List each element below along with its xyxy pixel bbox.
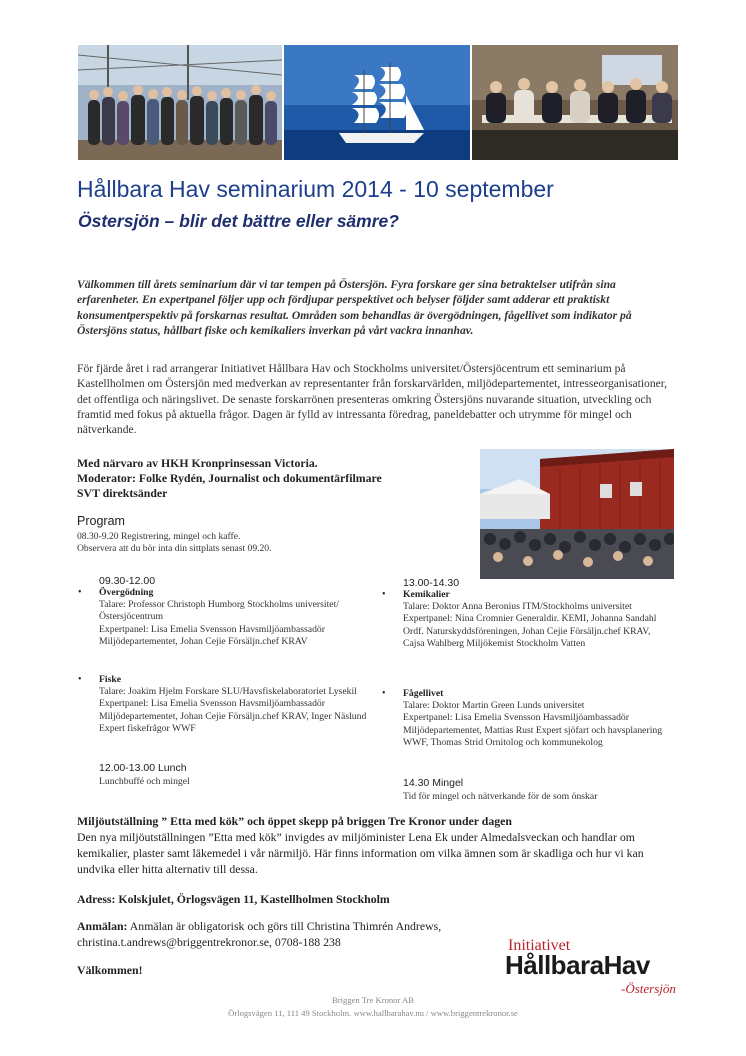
logo-initiativet: Initiativet (508, 937, 571, 954)
footer-address: Örlogsvägen 11, 111 49 Stockholm. www.hallbarahav.nu / www.briggentrekronor.se (228, 1008, 518, 1018)
address: Adress: Kolskjulet, Örlogsvägen 11, Kastellholmen Stockholm (77, 892, 390, 906)
session-title: Kemikalier (403, 589, 450, 600)
session-title: Fågellivet (403, 688, 444, 699)
guest-line: Med närvaro av HKH Kronprinsessan Victoria. (77, 456, 318, 470)
session-title: Fiske (99, 674, 122, 685)
lunch-time: 12.00-13.00 Lunch (99, 762, 187, 774)
registration-text: Anmälan är obligatorisk och görs till Christina Thimrén Andrews, (127, 919, 442, 933)
guests-block (77, 456, 477, 501)
registration-time: 08.30-9.20 Registrering, mingel och kaffe. (77, 531, 241, 542)
session-panel: Expertpanel: Nina Cromnier Generaldir. KEMI, Johanna Sandahl Ordf. Naturskyddsföreningen, Johan Cejie Försäljn.chef KRAV, Cajsa Wahlberg Miljökemist Stockholm Vatten (403, 613, 657, 649)
welcome-text: Välkommen! (77, 963, 143, 977)
registration-contact[interactable]: christina.t.andrews@briggentrekronor.se, 0708-188 238 (77, 934, 341, 949)
tall-ship-photo (284, 45, 470, 160)
session-panel: Expertpanel: Lisa Emelia Svensson Havsmiljöambassadör Miljödepartementet, Johan Cejie Försäljn.chef KRAV (99, 623, 325, 647)
bullet-icon: • (78, 587, 82, 598)
footer-org: Briggen Tre Kronor AB (332, 995, 414, 1005)
bullet-icon: • (382, 589, 386, 600)
session-speaker: Talare: Doktor Anna Beronius ITM/Stockholms universitet (403, 601, 632, 613)
session-time: 13.00-14.30 (403, 577, 460, 589)
session-title: Övergödning (99, 587, 154, 598)
venue-photo (480, 449, 674, 579)
seating-note: Observera att du bör inta din sittplats senast 09.20. (77, 543, 272, 554)
page-subtitle: Östersjön – blir det bättre eller sämre? (78, 211, 399, 231)
session-panel: Expertpanel: Lisa Emelia Svensson Havsmiljöambassadör Miljödepartementet, Johan Cejie Försäljn.chef KRAV, Inger Näslund Expert fiskefrågor WWF (99, 698, 367, 734)
session-fagellivet (403, 688, 673, 749)
program-heading: Program (77, 514, 125, 528)
intro-paragraph: Välkommen till årets seminarium där vi tar tempen på Östersjön. Fyra forskare ger sina betraktelser utifrån sina erfarenheter. En expertpanel följer upp och fördjupar perspektivet och belyser följder samt adderar ett praktiskt konsumentperspektiv på forskarnas resultat. Områden som behandlas är övergödningen, fågellivet som indikator på Östersjöns status, hållbart fiske och kemikaliers inverkan på vårt vackra innanhav. (77, 278, 632, 337)
session-kemikalier (403, 589, 673, 650)
session-time: 09.30-12.00 (99, 575, 156, 587)
panel-photo (472, 45, 678, 160)
mingel-time: 14.30 Mingel (403, 777, 464, 789)
session-speaker: Talare: Professor Christoph Humborg Stockholms universitet/Östersjöcentrum (99, 599, 339, 623)
logo-hallbarahav: HållbaraHav (505, 950, 650, 980)
registration-label: Anmälan: (77, 919, 128, 933)
exhibition-text: Den nya miljöutställningen ”Etta med kök” invigdes av miljöminister Lena Ek under Almedalsveckan och handlar om kemikalier, plaster samt läkemedel i vår närmiljö. Här finns information om vilka ämnen som är skadliga och hur vi kan undvika eller hitta alternativ till dessa. (77, 830, 644, 876)
body-paragraph: För fjärde året i rad arrangerar Initiativet Hållbara Hav och Stockholms universitet/Östersjöcentrum ett seminarium på Kastellholmen om Östersjön med medverkan av representanter från forskarvärlden, miljödepartementet, intresseorganisationer, det offentliga och näringslivet. De senaste forskarrönen presenteras omkring Östersjöns nuvarande situation, utveckling och framtid med fokus på aktuella frågor. Dagen är fylld av intressanta föredrag, paneldebatter och utrymme för mingel och nätverkande. (77, 362, 668, 437)
bullet-icon: • (382, 688, 386, 699)
mingel-note: Tid för mingel och nätverkande för de som önskar (403, 791, 598, 802)
lunch-note: Lunchbuffé och mingel (99, 776, 190, 787)
broadcast-line: SVT direktsänder (77, 486, 168, 500)
bullet-icon: • (78, 674, 82, 685)
session-overgodning (99, 587, 369, 648)
page-title: Hållbara Hav seminarium 2014 - 10 september (77, 176, 554, 202)
moderator-line: Moderator: Folke Rydén, Journalist och dokumentärfilmare (77, 471, 382, 485)
registration (77, 919, 517, 950)
group-photo (78, 45, 282, 160)
session-fiske (99, 674, 369, 735)
session-speaker: Talare: Joakim Hjelm Forskare SLU/Havsfiskelaboratoriet Lysekil (99, 686, 357, 698)
session-speaker: Talare: Doktor Martin Green Lunds universitet (403, 700, 585, 712)
logo-ostersjon: -Östersjön (621, 981, 676, 996)
program-note (77, 531, 272, 555)
exhibition-heading: Miljöutställning ” Etta med kök” och öppet skepp på briggen Tre Kronor under dagen (77, 814, 512, 828)
session-panel: Expertpanel: Lisa Emelia Svensson Havsmiljöambassadör Miljödepartementet, Mattias Rust Expert sjöfart och havsplanering WWF, Thomas Strid Ornitolog och kommunekolog (403, 712, 663, 748)
